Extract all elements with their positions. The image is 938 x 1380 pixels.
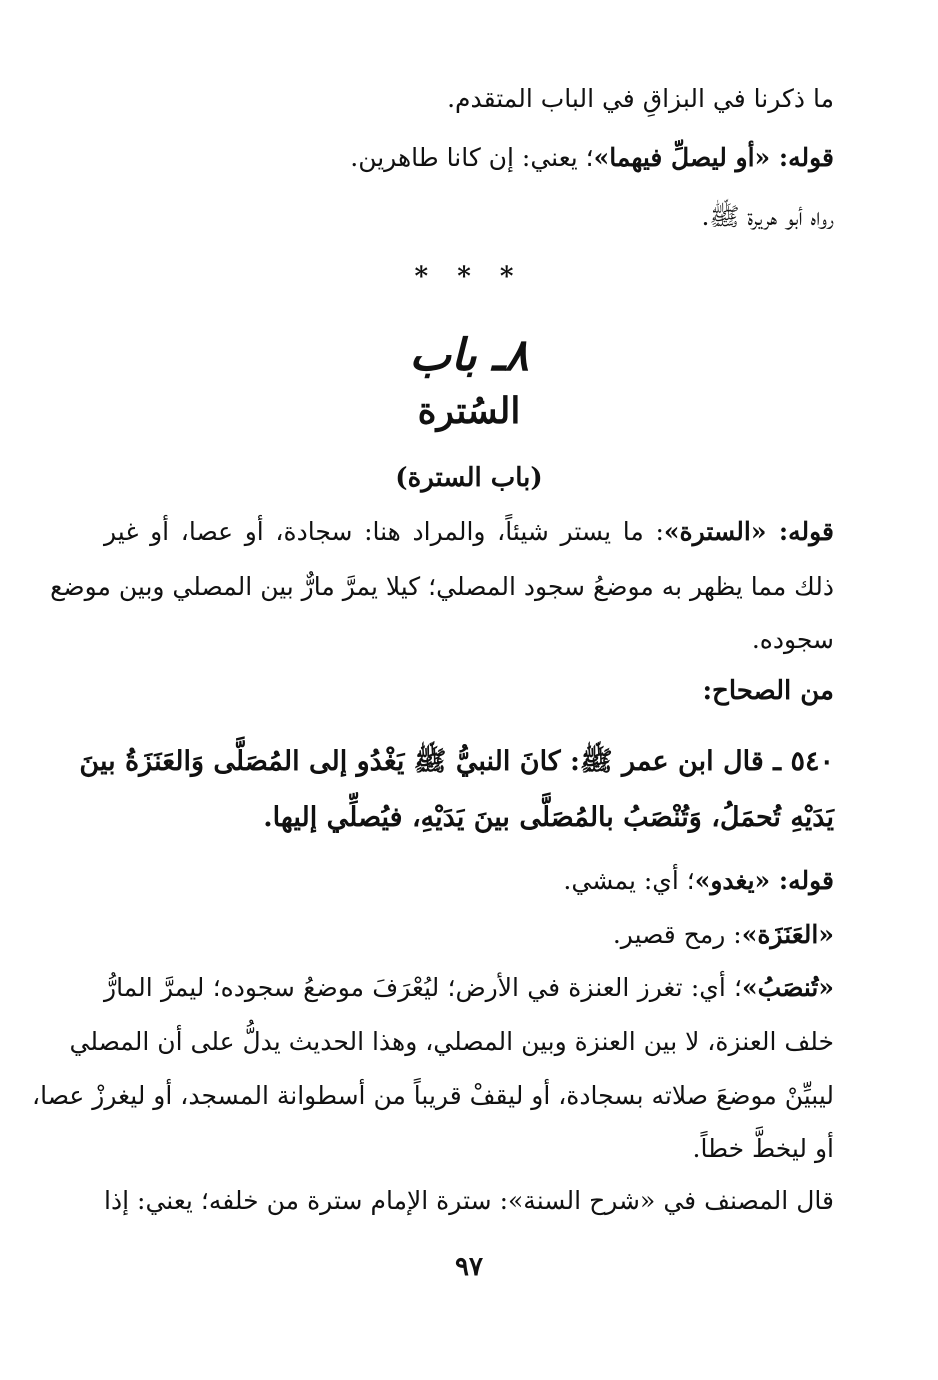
chapter-subheading: (باب السترة) bbox=[395, 463, 543, 493]
page-number: ٩٧ bbox=[455, 1252, 483, 1282]
commentary-line: «العَنَزَة»: رمح قصير. bbox=[612, 920, 834, 949]
commentary-line: ليبيِّنْ موضعَ صلاته بسجادة، أو ليقفْ قريباً من أسطوانة المسجد، أو ليغرزْ عصا، bbox=[32, 1081, 834, 1110]
chapter-number: ٨ـ باب bbox=[409, 330, 529, 381]
paragraph-line: سجوده. bbox=[751, 625, 834, 654]
text-line: قوله: «أو ليصلِّ فيهما»؛ يعني: إن كانا طاهرين. bbox=[350, 143, 834, 172]
commentary-line: قوله: «يغدو»؛ أي: يمشي. bbox=[563, 866, 834, 895]
hadith-line: يَدَيْهِ تُحمَلُ، وَتُنْصَبُ بالمُصَلَّى بينَ يَدَيْهِ، فيُصلِّي إليها. bbox=[263, 802, 834, 833]
section-separator: * * * bbox=[414, 262, 524, 292]
text-line: ما ذكرنا في البزاقِ في الباب المتقدم. bbox=[447, 84, 834, 113]
commentary-line: خلف العنزة، لا بين العنزة وبين المصلي، وهذا الحديث يدلُّ على أن المصلي bbox=[69, 1027, 834, 1056]
commentary-line: قال المصنف في «شرح السنة»: سترة الإمام سترة من خلفه؛ يعني: إذا bbox=[104, 1186, 834, 1215]
commentary-line: أو ليخطَّ خطاً. bbox=[692, 1134, 834, 1163]
text-line: رواه أبو هريرة ﷺ. bbox=[701, 202, 834, 231]
section-heading: من الصحاح: bbox=[702, 676, 834, 706]
chapter-title: السُترة bbox=[417, 390, 521, 432]
commentary-line: «تُنصَبُ»؛ أي: تغرز العنزة في الأرض؛ ليُعْرَفَ موضعُ سجوده؛ ليمرَّ المارُّ bbox=[104, 973, 834, 1002]
paragraph-line: قوله: «السترة»: ما يستر شيئاً، والمراد هنا: سجادة، أو عصا، أو غير bbox=[104, 517, 834, 546]
paragraph-line: ذلك مما يظهر به موضعُ سجود المصلي؛ كيلا يمرَّ مارٌّ بين المصلي وبين موضع bbox=[50, 572, 834, 601]
hadith-line: ٥٤٠ ـ قال ابن عمر ﷺ: كانَ النبيُّ ﷺ يَغْدُو إلى المُصَلَّى وَالعَنَزَةُ بينَ bbox=[79, 746, 834, 777]
